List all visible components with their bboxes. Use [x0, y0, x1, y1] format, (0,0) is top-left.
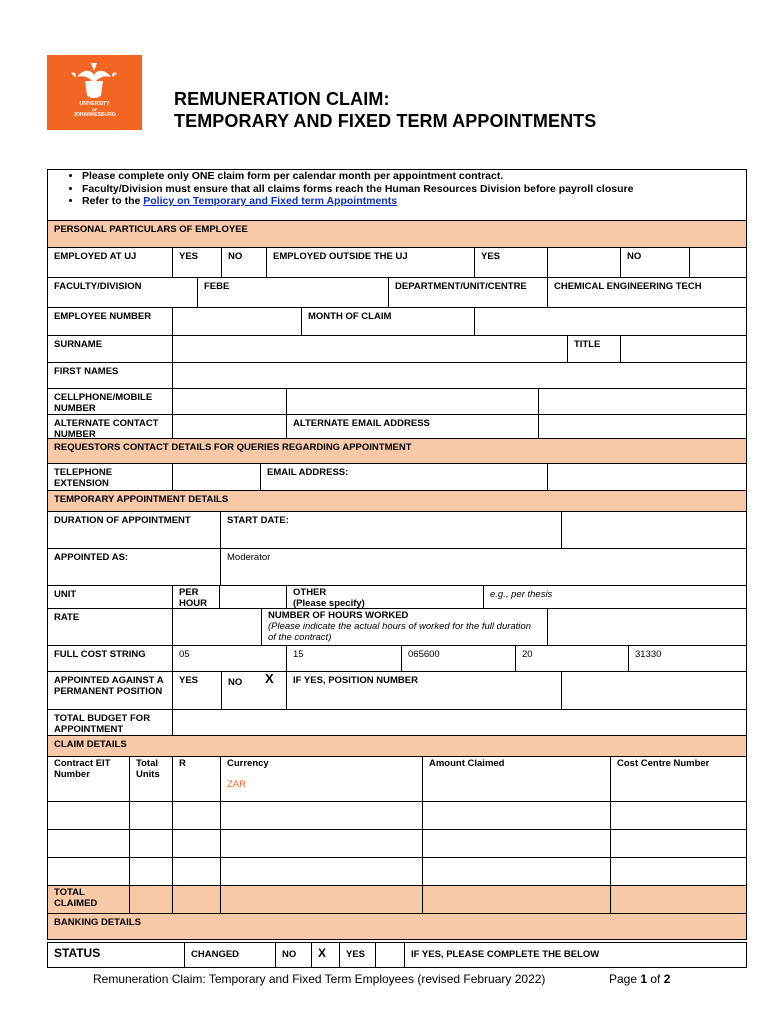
- col-r-header: R: [172, 756, 221, 802]
- email-label: EMAIL ADDRESS:: [260, 463, 548, 491]
- status-yes[interactable]: YES: [339, 942, 376, 968]
- alternate-contact-field[interactable]: [172, 414, 287, 439]
- claim-cell[interactable]: [610, 801, 747, 830]
- other-text: OTHER: [293, 587, 327, 598]
- employed-outside-yes-box[interactable]: [547, 247, 621, 278]
- page-title-line1: REMUNERATION CLAIM:: [174, 89, 390, 109]
- hours-worked-note: (Please indicate the actual hours of worked for the full duration of the contract): [268, 621, 531, 643]
- appointed-as-value[interactable]: Moderator: [220, 548, 747, 586]
- status-no[interactable]: NO: [275, 942, 312, 968]
- start-date-field[interactable]: START DATE:: [220, 511, 562, 549]
- section-personal-header: PERSONAL PARTICULARS OF EMPLOYEE: [47, 220, 747, 248]
- page-total: 2: [663, 972, 671, 986]
- claim-cell[interactable]: [172, 801, 221, 830]
- employee-number-label: EMPLOYEE NUMBER: [47, 307, 173, 336]
- claim-cell[interactable]: [610, 857, 747, 886]
- cellphone-extra-field[interactable]: [286, 388, 539, 415]
- employed-outside-yes[interactable]: YES: [474, 247, 548, 278]
- title-label: TITLE: [567, 335, 621, 363]
- appointed-as-label: APPOINTED AS:: [47, 548, 221, 586]
- cost-part-3[interactable]: 065600: [401, 645, 516, 672]
- cellphone-field[interactable]: [172, 388, 287, 415]
- employed-uj-no[interactable]: NO: [221, 247, 267, 278]
- cost-part-1[interactable]: 05: [172, 645, 287, 672]
- position-number-label: IF YES, POSITION NUMBER: [286, 671, 562, 710]
- col-currency-header: [220, 756, 423, 802]
- section-requestor-header: REQUESTORS CONTACT DETAILS FOR QUERIES REGARDING APPOINTMENT: [47, 438, 747, 464]
- col-units-header: Total Units: [129, 756, 173, 802]
- per-hour-label: PER HOUR: [172, 585, 220, 609]
- first-names-field[interactable]: [172, 362, 747, 389]
- other-label: [286, 585, 484, 609]
- unit-label: UNIT: [47, 585, 173, 609]
- claim-cell[interactable]: [220, 829, 423, 858]
- position-number-field[interactable]: [561, 671, 747, 710]
- hours-worked-label: [261, 608, 548, 646]
- claim-cell[interactable]: [172, 829, 221, 858]
- total-r-cell[interactable]: [172, 885, 221, 914]
- telephone-label: TELEPHONE EXTENSION: [47, 463, 173, 491]
- total-budget-field[interactable]: [172, 709, 747, 736]
- currency-header-text: Currency: [227, 758, 269, 769]
- cellphone-extra-field-2[interactable]: [538, 388, 747, 415]
- first-names-label: FIRST NAMES: [47, 362, 173, 389]
- claim-cell[interactable]: [220, 857, 423, 886]
- claim-cell[interactable]: [422, 801, 611, 830]
- cost-part-2[interactable]: 15: [286, 645, 402, 672]
- claim-cell[interactable]: [47, 829, 130, 858]
- other-sub-text: (Please specify): [293, 598, 365, 609]
- surname-field[interactable]: [172, 335, 568, 363]
- cellphone-label: CELLPHONE/MOBILE NUMBER: [47, 388, 173, 415]
- employed-outside-no-box[interactable]: [689, 247, 747, 278]
- logo-line3: JOHANNESBURG: [73, 112, 116, 118]
- full-cost-string-label: FULL COST STRING: [47, 645, 173, 672]
- section-appointment-header: TEMPORARY APPOINTMENT DETAILS: [47, 490, 747, 512]
- instruction-3-prefix: Refer to the: [82, 195, 144, 207]
- per-hour-box[interactable]: [219, 585, 287, 609]
- claim-cell[interactable]: [129, 857, 173, 886]
- col-contract-header: Contract EIT Number: [47, 756, 130, 802]
- other-example[interactable]: e.g., per thesis: [483, 585, 747, 609]
- status-if-yes-label: IF YES, PLEASE COMPLETE THE BELOW: [404, 942, 747, 968]
- claim-cell[interactable]: [610, 829, 747, 858]
- status-changed-label: CHANGED: [184, 942, 276, 968]
- claim-cell[interactable]: [422, 857, 611, 886]
- claim-cell[interactable]: [220, 801, 423, 830]
- page-prefix: Page: [609, 972, 641, 986]
- logo-emblem-icon: [47, 55, 142, 130]
- section-claim-header: CLAIM DETAILS: [47, 735, 747, 757]
- claim-cell[interactable]: [129, 801, 173, 830]
- banking-details-header: BANKING DETAILS: [47, 913, 747, 940]
- total-currency-cell[interactable]: [220, 885, 423, 914]
- claim-cell[interactable]: [172, 857, 221, 886]
- faculty-value[interactable]: FEBE: [197, 277, 389, 308]
- currency-value[interactable]: ZAR: [227, 779, 246, 790]
- appointed-against-yes[interactable]: YES: [172, 671, 222, 710]
- appointed-against-no-label: NO: [228, 677, 243, 688]
- telephone-field[interactable]: [172, 463, 261, 491]
- policy-link[interactable]: Policy on Temporary and Fixed term Appointments: [143, 195, 398, 207]
- logo-line2: OF: [91, 107, 98, 112]
- cost-part-4[interactable]: 20: [515, 645, 629, 672]
- instructions-box: [47, 169, 747, 221]
- hours-worked-text: NUMBER OF HOURS WORKED: [268, 610, 409, 621]
- footer-text: Remuneration Claim: Temporary and Fixed Term Employees (revised February 2022): [93, 972, 546, 986]
- status-no-mark[interactable]: X: [311, 942, 340, 968]
- page-of: of: [647, 972, 664, 986]
- appointed-against-no[interactable]: [221, 671, 287, 710]
- month-of-claim-field[interactable]: [474, 307, 747, 336]
- title-field[interactable]: [620, 335, 747, 363]
- month-of-claim-label: MONTH OF CLAIM: [301, 307, 475, 336]
- instruction-3: [82, 195, 746, 208]
- col-cost-centre-header: Cost Centre Number: [610, 756, 747, 802]
- appointed-against-label: APPOINTED AGAINST A PERMANENT POSITION: [47, 671, 173, 710]
- col-amount-header: Amount Claimed: [422, 756, 611, 802]
- employee-number-field[interactable]: [172, 307, 302, 336]
- duration-label: DURATION OF APPOINTMENT: [47, 511, 221, 549]
- department-value[interactable]: CHEMICAL ENGINEERING TECH: [547, 277, 747, 308]
- status-yes-box[interactable]: [375, 942, 405, 968]
- hours-worked-field[interactable]: [547, 608, 747, 646]
- employed-at-uj-label: EMPLOYED AT UJ: [47, 247, 173, 278]
- instruction-2: • Faculty/Division must ensure that all claims forms reach the Human Resources Division before payroll closure: [82, 183, 746, 196]
- claim-cell[interactable]: [422, 829, 611, 858]
- claim-cell[interactable]: [47, 857, 130, 886]
- email-field[interactable]: [547, 463, 747, 491]
- claim-cell[interactable]: [129, 829, 173, 858]
- alternate-email-label: ALTERNATE EMAIL ADDRESS: [286, 414, 539, 439]
- department-label: DEPARTMENT/UNIT/CENTRE: [388, 277, 548, 308]
- page-number: [609, 972, 670, 986]
- employed-uj-yes[interactable]: YES: [172, 247, 222, 278]
- surname-label: SURNAME: [47, 335, 173, 363]
- total-units-cell[interactable]: [129, 885, 173, 914]
- total-cost-centre-cell[interactable]: [610, 885, 747, 914]
- university-logo: [47, 55, 142, 130]
- employed-outside-no[interactable]: NO: [620, 247, 690, 278]
- alternate-contact-label: ALTERNATE CONTACT NUMBER: [47, 414, 173, 439]
- faculty-label: FACULTY/DIVISION: [47, 277, 198, 308]
- total-amount-cell[interactable]: [422, 885, 611, 914]
- employed-outside-label: EMPLOYED OUTSIDE THE UJ: [266, 247, 475, 278]
- logo-line1: UNIVERSITY: [79, 101, 110, 107]
- page-title-line2: TEMPORARY AND FIXED TERM APPOINTMENTS: [174, 111, 597, 131]
- status-label: STATUS: [47, 942, 185, 968]
- appointed-against-no-mark: X: [265, 671, 274, 686]
- alternate-email-field[interactable]: [538, 414, 747, 439]
- rate-field[interactable]: [172, 608, 262, 646]
- total-budget-label: TOTAL BUDGET FOR APPOINTMENT: [47, 709, 173, 736]
- rate-label: RATE: [47, 608, 173, 646]
- instruction-1: • Please complete only ONE claim form per calendar month per appointment contract.: [82, 170, 746, 183]
- page-current: 1: [640, 972, 648, 986]
- end-date-field[interactable]: [561, 511, 747, 549]
- claim-cell[interactable]: [47, 801, 130, 830]
- total-claimed-label: TOTAL CLAIMED: [47, 885, 130, 914]
- cost-part-5[interactable]: 31330: [628, 645, 747, 672]
